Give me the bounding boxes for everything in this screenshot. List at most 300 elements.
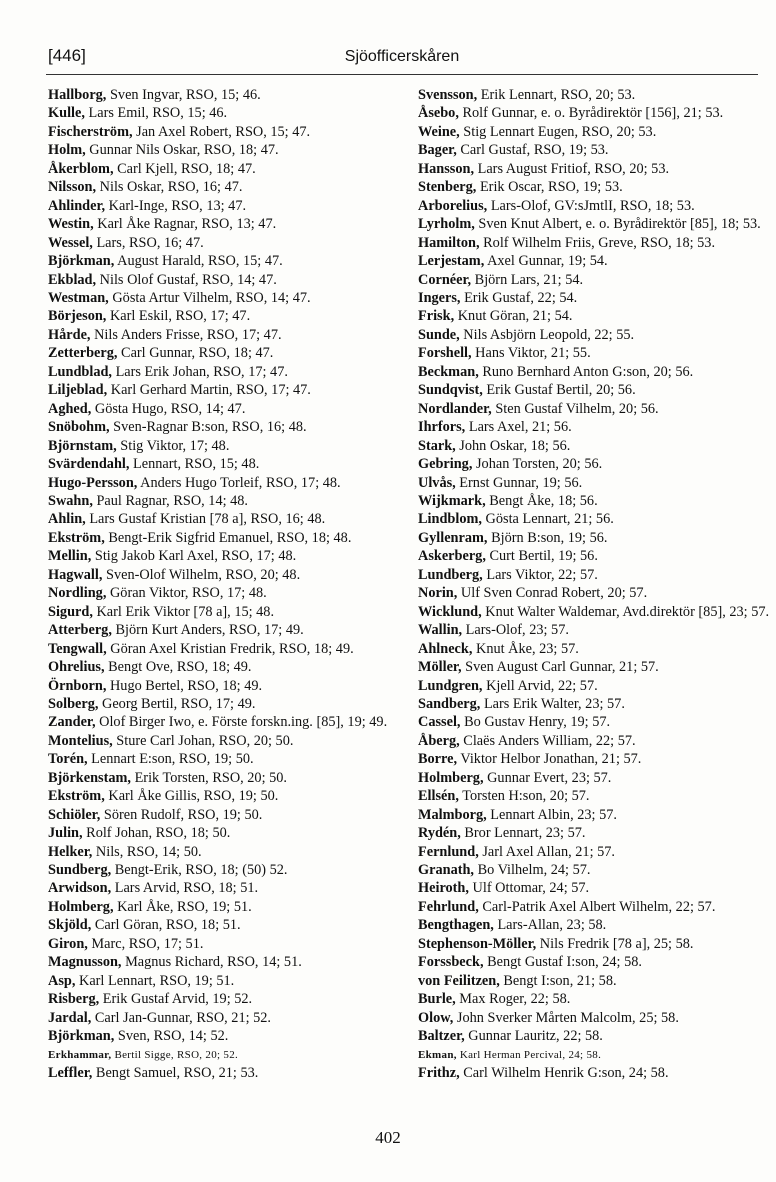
entry-details: Bengt Åke, 18; 56. — [485, 492, 598, 509]
register-entry — [418, 344, 770, 362]
entry-surname: Burle, — [418, 991, 456, 1008]
register-entry — [48, 732, 394, 750]
register-entry — [418, 750, 770, 768]
entry-surname: Ihrfors, — [418, 419, 466, 436]
entry-details: Sture Carl Johan, RSO, 20; 50. — [112, 732, 294, 749]
register-entry — [418, 566, 770, 584]
register-entry — [48, 418, 394, 436]
entry-details: Bengt-Erik, RSO, 18; (50) 52. — [111, 862, 288, 879]
entry-details: Lennart Albin, 23; 57. — [486, 806, 617, 823]
entry-surname: Atterberg, — [48, 622, 112, 639]
entry-surname: Nordlander, — [418, 400, 492, 417]
entry-details: Lars August Fritiof, RSO, 20; 53. — [474, 160, 670, 177]
register-entry — [418, 621, 770, 639]
entry-surname: Lyrholm, — [418, 216, 475, 233]
entry-surname: Aghed, — [48, 400, 92, 417]
entry-details: Bengt Samuel, RSO, 21; 53. — [92, 1065, 259, 1082]
entry-details: Carl Gunnar, RSO, 18; 47. — [117, 345, 274, 362]
entry-details: Max Roger, 22; 58. — [455, 991, 571, 1008]
entry-surname: Lundblad, — [48, 363, 112, 380]
register-entry — [48, 1027, 394, 1045]
entry-surname: Sandberg, — [418, 695, 481, 712]
entry-details: Claës Anders William, 22; 57. — [459, 732, 636, 749]
register-entry — [48, 769, 394, 787]
register-entry — [418, 252, 770, 270]
entry-surname: Bengthagen, — [418, 917, 494, 934]
register-entry — [48, 1009, 394, 1027]
register-entry — [48, 916, 394, 934]
register-entry — [48, 529, 394, 547]
entry-details: Karl-Inge, RSO, 13; 47. — [105, 197, 247, 214]
register-entry — [418, 732, 770, 750]
entry-details: Ulf Sven Conrad Robert, 20; 57. — [457, 585, 648, 602]
register-entry — [418, 916, 770, 934]
entry-surname: Montelius, — [48, 732, 113, 749]
entry-surname: von Feilitzen, — [418, 972, 500, 989]
register-entry — [48, 455, 394, 473]
entry-surname: Borre, — [418, 751, 458, 768]
register-entry — [48, 1046, 394, 1064]
entry-surname: Helker, — [48, 843, 93, 860]
entry-surname: Ahlinder, — [48, 197, 106, 214]
entry-details: Karl Åke, RSO, 19; 51. — [113, 898, 252, 915]
entry-details: Nils Olof Gustaf, RSO, 14; 47. — [96, 271, 277, 288]
register-entry — [48, 750, 394, 768]
register-entry — [48, 713, 394, 731]
entry-details: Karl Herman Percival, 24; 58. — [456, 1048, 602, 1061]
register-entry — [418, 824, 770, 842]
register-entry — [48, 437, 394, 455]
register-entry — [48, 658, 394, 676]
entry-surname: Bager, — [418, 142, 457, 159]
register-entry — [418, 603, 770, 621]
entry-details: Paul Ragnar, RSO, 14; 48. — [92, 492, 249, 509]
entry-details: August Harald, RSO, 15; 47. — [114, 253, 283, 270]
register-entry — [418, 713, 770, 731]
entry-details: Axel Gunnar, 19; 54. — [484, 253, 608, 270]
entry-details: Erik Lennart, RSO, 20; 53. — [477, 87, 636, 103]
entry-surname: Wessel, — [48, 234, 93, 251]
entry-surname: Svensson, — [418, 87, 478, 103]
entry-surname: Schiöler, — [48, 806, 101, 823]
register-entry — [48, 898, 394, 916]
entry-details: Anders Hugo Torleif, RSO, 17; 48. — [137, 474, 341, 491]
entry-details: Bror Lennart, 23; 57. — [460, 825, 586, 842]
entry-details: Bo Vilhelm, 24; 57. — [474, 862, 591, 879]
register-entry — [48, 104, 394, 122]
entry-details: Runo Bernhard Anton G:son, 20; 56. — [478, 363, 694, 380]
register-entry — [48, 197, 394, 215]
register-entry — [48, 547, 394, 565]
entry-surname: Solberg, — [48, 695, 99, 712]
register-entry — [418, 381, 770, 399]
entry-surname: Nordling, — [48, 585, 107, 602]
entry-details: Erik Gustaf, 22; 54. — [460, 289, 578, 306]
register-entry — [418, 584, 770, 602]
register-entry — [418, 898, 770, 916]
register-entry — [48, 787, 394, 805]
entry-details: Knut Göran, 21; 54. — [454, 308, 573, 325]
left-column — [48, 86, 394, 1082]
entry-surname: Jardal, — [48, 1009, 92, 1026]
register-entry — [418, 271, 770, 289]
entry-details: Knut Walter Waldemar, Avd.direktör [85], 23; 57. — [481, 603, 770, 620]
entry-surname: Erkhammar, — [48, 1048, 112, 1061]
entry-details: Lars Viktor, 22; 57. — [482, 566, 598, 583]
entry-surname: Heiroth, — [418, 880, 469, 897]
entry-details: Lars Axel, 21; 56. — [465, 419, 572, 436]
entry-details: Kjell Arvid, 22; 57. — [482, 677, 598, 694]
entry-details: Olof Birger Iwo, e. Förste forskn.ing. [85], 19; 49. — [95, 714, 388, 731]
entry-surname: Stenberg, — [418, 179, 477, 196]
entry-details: Stig Viktor, 17; 48. — [116, 437, 230, 454]
entry-details: Carl Göran, RSO, 18; 51. — [91, 917, 241, 934]
entry-surname: Fernlund, — [418, 843, 479, 860]
entry-details: Sven Ingvar, RSO, 15; 46. — [106, 87, 261, 103]
entry-surname: Gyllenram, — [418, 529, 488, 546]
entry-details: Jarl Axel Allan, 21; 57. — [478, 843, 615, 860]
page-reference: [446] — [48, 46, 86, 65]
entry-details: Viktor Helbor Jonathan, 21; 57. — [457, 751, 642, 768]
entry-details: Carl Wilhelm Henrik G:son, 24; 58. — [459, 1065, 669, 1082]
entry-details: Jan Axel Robert, RSO, 15; 47. — [132, 123, 311, 140]
register-entry — [418, 86, 770, 104]
entry-details: John Sverker Mårten Malcolm, 25; 58. — [453, 1009, 679, 1026]
entry-details: Sven-Olof Wilhelm, RSO, 20; 48. — [102, 566, 301, 583]
entry-details: Erik Gustaf Arvid, 19; 52. — [99, 991, 253, 1008]
entry-details: Lars-Allan, 23; 58. — [493, 917, 607, 934]
register-entry — [48, 344, 394, 362]
register-entry — [48, 677, 394, 695]
entry-surname: Norin, — [418, 585, 458, 602]
register-entry — [48, 861, 394, 879]
register-entry — [418, 972, 770, 990]
entry-surname: Westin, — [48, 216, 94, 233]
entry-surname: Asp, — [48, 972, 76, 989]
register-entry — [418, 474, 770, 492]
register-entry — [418, 1046, 770, 1064]
register-entry — [48, 178, 394, 196]
entry-surname: Sunde, — [418, 326, 460, 343]
entry-details: Rolf Johan, RSO, 18; 50. — [82, 825, 231, 842]
entry-details: Lennart, RSO, 15; 48. — [129, 456, 260, 473]
register-entry — [48, 326, 394, 344]
entry-details: Lars-Olof, GV:sJmtlI, RSO, 18; 53. — [487, 197, 695, 214]
register-entry — [48, 381, 394, 399]
entry-surname: Cornéer, — [418, 271, 472, 288]
entry-details: Karl Lennart, RSO, 19; 51. — [75, 972, 235, 989]
register-entry — [418, 418, 770, 436]
entry-details: Björn Kurt Anders, RSO, 17; 49. — [111, 622, 304, 639]
register-entry — [48, 86, 394, 104]
entry-details: Nils Fredrik [78 a], 25; 58. — [536, 935, 694, 952]
entry-details: Carl Kjell, RSO, 18; 47. — [113, 160, 256, 177]
entry-surname: Cassel, — [418, 714, 461, 731]
register-entry — [418, 123, 770, 141]
entry-details: Lennart E:son, RSO, 19; 50. — [87, 751, 254, 768]
register-entry — [418, 104, 770, 122]
entry-surname: Zetterberg, — [48, 345, 118, 362]
entry-details: Carl-Patrik Axel Albert Wilhelm, 22; 57. — [478, 898, 716, 915]
entry-details: Bengt Gustaf I:son, 24; 58. — [483, 954, 642, 971]
entry-surname: Björkman, — [48, 253, 115, 270]
entry-surname: Frisk, — [418, 308, 455, 325]
entry-surname: Torén, — [48, 751, 88, 768]
register-entry — [418, 1027, 770, 1045]
entry-surname: Stephenson-Möller, — [418, 935, 537, 952]
entry-details: Sven-Ragnar B:son, RSO, 16; 48. — [109, 419, 307, 436]
entry-surname: Risberg, — [48, 991, 100, 1008]
entry-details: Bo Gustav Henry, 19; 57. — [460, 714, 611, 731]
register-entry — [418, 640, 770, 658]
entry-details: Göran Viktor, RSO, 17; 48. — [106, 585, 267, 602]
entry-surname: Tengwall, — [48, 640, 107, 657]
register-entry — [418, 178, 770, 196]
entry-surname: Skjöld, — [48, 917, 92, 934]
register-entry — [418, 326, 770, 344]
entry-surname: Malmborg, — [418, 806, 487, 823]
entry-details: Göran Axel Kristian Fredrik, RSO, 18; 49. — [106, 640, 354, 657]
entry-surname: Lerjestam, — [418, 253, 485, 270]
entry-surname: Frithz, — [418, 1065, 460, 1082]
entry-surname: Hagwall, — [48, 566, 103, 583]
entry-details: Bengt-Erik Sigfrid Emanuel, RSO, 18; 48. — [104, 529, 352, 546]
entry-surname: Åberg, — [418, 732, 460, 749]
entry-surname: Ekström, — [48, 529, 105, 546]
register-entry — [418, 363, 770, 381]
entry-surname: Forshell, — [418, 345, 472, 362]
register-entry — [48, 566, 394, 584]
entry-details: John Oskar, 18; 56. — [455, 437, 571, 454]
entry-surname: Örnborn, — [48, 677, 107, 694]
entry-surname: Julin, — [48, 825, 83, 842]
entry-details: Sven, RSO, 14; 52. — [114, 1028, 229, 1045]
register-entry — [48, 492, 394, 510]
entry-surname: Ahlin, — [48, 511, 86, 528]
register-entry — [418, 953, 770, 971]
register-entry — [48, 695, 394, 713]
register-entry — [48, 234, 394, 252]
page-header — [46, 46, 758, 75]
register-entry — [48, 843, 394, 861]
entry-surname: Åsebo, — [418, 105, 459, 122]
register-entry — [418, 197, 770, 215]
entry-details: Stig Lennart Eugen, RSO, 20; 53. — [459, 123, 657, 140]
entry-surname: Björnstam, — [48, 437, 117, 454]
entry-details: Torsten H:son, 20; 57. — [458, 788, 590, 805]
entry-surname: Holmberg, — [48, 898, 114, 915]
entry-surname: Lundgren, — [418, 677, 483, 694]
entry-surname: Beckman, — [418, 363, 479, 380]
entry-surname: Gebring, — [418, 456, 473, 473]
entry-details: Gunnar Lauritz, 22; 58. — [464, 1028, 603, 1045]
entry-surname: Liljeblad, — [48, 382, 108, 399]
entry-surname: Björkman, — [48, 1028, 115, 1045]
entry-details: Gunnar Evert, 23; 57. — [483, 769, 612, 786]
entry-surname: Ekström, — [48, 788, 105, 805]
entry-details: Nils Oskar, RSO, 16; 47. — [96, 179, 243, 196]
register-entry — [48, 400, 394, 418]
register-entry — [48, 215, 394, 233]
register-entry — [418, 307, 770, 325]
register-entry — [48, 271, 394, 289]
register-entry — [48, 123, 394, 141]
entry-details: Hugo Bertel, RSO, 18; 49. — [106, 677, 263, 694]
register-entry — [48, 621, 394, 639]
register-entry — [418, 1064, 770, 1082]
entry-details: Johan Torsten, 20; 56. — [472, 456, 603, 473]
register-entry — [418, 861, 770, 879]
register-entry — [48, 252, 394, 270]
entry-details: Gösta Lennart, 21; 56. — [481, 511, 614, 528]
register-entry — [48, 141, 394, 159]
entry-details: Sven Knut Albert, e. o. Byrådirektör [85], 18; 53. — [474, 216, 761, 233]
register-entry — [418, 529, 770, 547]
register-entry — [418, 400, 770, 418]
entry-details: Ernst Gunnar, 19; 56. — [455, 474, 583, 491]
entry-details: Knut Åke, 23; 57. — [472, 640, 579, 657]
register-entry — [418, 289, 770, 307]
entry-details: Bengt Ove, RSO, 18; 49. — [104, 659, 252, 676]
entry-surname: Holm, — [48, 142, 86, 159]
running-title: Sjöofficerskåren — [344, 48, 460, 65]
entry-surname: Hallborg, — [48, 87, 107, 103]
entry-surname: Holmberg, — [418, 769, 484, 786]
entry-surname: Magnusson, — [48, 954, 122, 971]
entry-surname: Baltzer, — [418, 1028, 465, 1045]
entry-details: Karl Eskil, RSO, 17; 47. — [106, 308, 251, 325]
register-entry — [48, 879, 394, 897]
entry-details: Sören Rudolf, RSO, 19; 50. — [100, 806, 263, 823]
entry-surname: Ellsén, — [418, 788, 459, 805]
entry-details: Rolf Wilhelm Friis, Greve, RSO, 18; 53. — [479, 234, 716, 251]
entry-surname: Weine, — [418, 123, 460, 140]
entry-surname: Ahlneck, — [418, 640, 473, 657]
entry-details: Lars, RSO, 16; 47. — [92, 234, 204, 251]
entry-surname: Askerberg, — [418, 548, 486, 565]
register-entry — [418, 234, 770, 252]
register-entry — [48, 363, 394, 381]
entry-surname: Sundberg, — [48, 862, 112, 879]
entry-surname: Hamilton, — [418, 234, 480, 251]
entry-surname: Rydén, — [418, 825, 461, 842]
entry-details: Nils Asbjörn Leopold, 22; 55. — [459, 326, 635, 343]
entry-details: Hans Viktor, 21; 55. — [471, 345, 591, 362]
entry-surname: Giron, — [48, 935, 88, 952]
register-entry — [418, 787, 770, 805]
entry-details: Marc, RSO, 17; 51. — [87, 935, 204, 952]
entry-details: Georg Bertil, RSO, 17; 49. — [98, 695, 256, 712]
register-entry — [418, 677, 770, 695]
register-entry — [418, 492, 770, 510]
register-entry — [418, 769, 770, 787]
entry-surname: Sigurd, — [48, 603, 93, 620]
entry-details: Curt Bertil, 19; 56. — [485, 548, 598, 565]
entry-surname: Ekblad, — [48, 271, 97, 288]
right-column — [418, 86, 770, 1082]
entry-surname: Wicklund, — [418, 603, 482, 620]
register-entry — [418, 455, 770, 473]
entry-surname: Wijkmark, — [418, 492, 486, 509]
entry-details: Karl Erik Viktor [78 a], 15; 48. — [92, 603, 275, 620]
page-number: 402 — [375, 1128, 401, 1147]
entry-surname: Sundqvist, — [418, 382, 483, 399]
entry-details: Erik Gustaf Bertil, 20; 56. — [482, 382, 636, 399]
entry-details: Lars Arvid, RSO, 18; 51. — [111, 880, 259, 897]
entry-surname: Lindblom, — [418, 511, 482, 528]
entry-surname: Fischerström, — [48, 123, 133, 140]
register-entry — [418, 990, 770, 1008]
entry-surname: Stark, — [418, 437, 456, 454]
entry-details: Lars Erik Walter, 23; 57. — [480, 695, 625, 712]
register-entry — [418, 160, 770, 178]
register-entry — [418, 935, 770, 953]
entry-details: Karl Åke Gillis, RSO, 19; 50. — [104, 788, 279, 805]
register-entry — [418, 510, 770, 528]
entry-surname: Åkerblom, — [48, 160, 114, 177]
register-entry — [48, 640, 394, 658]
entry-details: Erik Oscar, RSO, 19; 53. — [476, 179, 623, 196]
entry-details: Carl Jan-Gunnar, RSO, 21; 52. — [91, 1009, 272, 1026]
register-entry — [418, 547, 770, 565]
entry-surname: Ohrelius, — [48, 659, 105, 676]
entry-details: Nils Anders Frisse, RSO, 17; 47. — [90, 326, 282, 343]
register-entry — [48, 603, 394, 621]
entry-surname: Lundberg, — [418, 566, 483, 583]
entry-surname: Svärdendahl, — [48, 456, 130, 473]
entry-details: Lars Emil, RSO, 15; 46. — [84, 105, 228, 122]
register-entry — [418, 1009, 770, 1027]
entry-surname: Snöbohm, — [48, 419, 110, 436]
entry-surname: Olow, — [418, 1009, 454, 1026]
entry-details: Björn B:son, 19; 56. — [487, 529, 608, 546]
entry-details: Stig Jakob Karl Axel, RSO, 17; 48. — [91, 548, 297, 565]
entry-surname: Leffler, — [48, 1065, 93, 1082]
register-entry — [418, 215, 770, 233]
entry-surname: Ulvås, — [418, 474, 456, 491]
entry-surname: Hårde, — [48, 326, 91, 343]
register-entry — [48, 1064, 394, 1082]
entry-surname: Mellin, — [48, 548, 92, 565]
register-entry — [48, 824, 394, 842]
entry-details: Gunnar Nils Oskar, RSO, 18; 47. — [85, 142, 279, 159]
register-entry — [48, 474, 394, 492]
register-entry — [418, 879, 770, 897]
register-entry — [48, 289, 394, 307]
entry-details: Karl Gerhard Martin, RSO, 17; 47. — [107, 382, 311, 399]
entry-details: Ulf Ottomar, 24; 57. — [468, 880, 590, 897]
entry-details: Magnus Richard, RSO, 14; 51. — [121, 954, 302, 971]
entry-details: Lars-Olof, 23; 57. — [462, 622, 569, 639]
register-entry — [48, 953, 394, 971]
entry-details: Sven August Carl Gunnar, 21; 57. — [461, 659, 659, 676]
register-entry — [48, 972, 394, 990]
register-entry — [48, 935, 394, 953]
entry-details: Sten Gustaf Vilhelm, 20; 56. — [491, 400, 659, 417]
entry-surname: Arwidson, — [48, 880, 112, 897]
entry-details: Karl Åke Ragnar, RSO, 13; 47. — [93, 216, 277, 233]
entry-details: Bertil Sigge, RSO, 20; 52. — [111, 1048, 239, 1061]
entry-surname: Ekman, — [418, 1048, 457, 1061]
entry-details: Lars Erik Johan, RSO, 17; 47. — [112, 363, 288, 380]
entry-surname: Björkenstam, — [48, 769, 131, 786]
register-entry — [48, 160, 394, 178]
entry-surname: Hansson, — [418, 160, 475, 177]
entry-surname: Arborelius, — [418, 197, 488, 214]
entry-surname: Kulle, — [48, 105, 85, 122]
register-entry — [418, 843, 770, 861]
register-entry — [48, 806, 394, 824]
